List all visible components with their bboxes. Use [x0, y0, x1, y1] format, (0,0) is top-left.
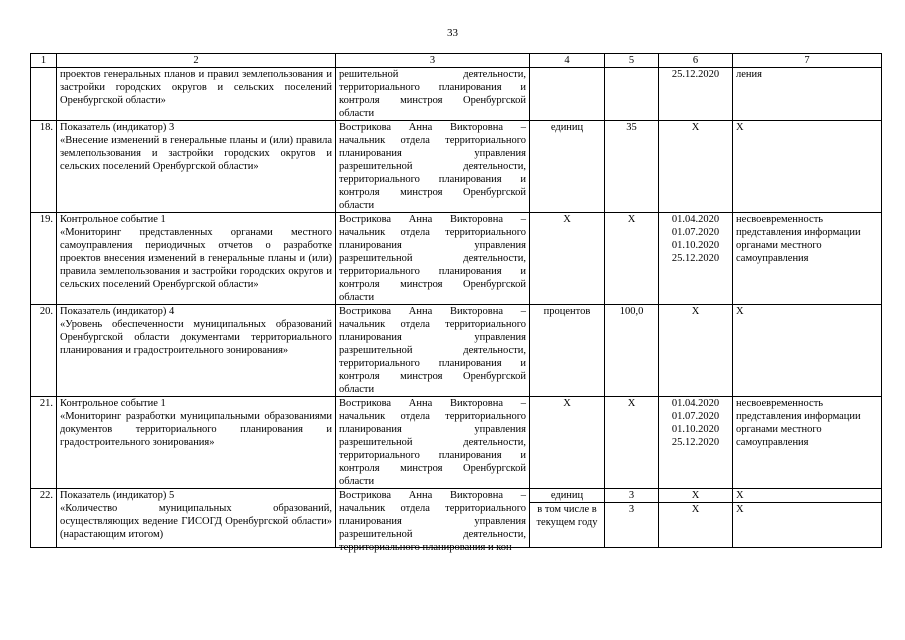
row-unit: Х	[530, 397, 605, 489]
row-text: «Уровень обеспеченности муниципальных образований Оренбургской области документами территориального планирования и градостроительного зонирования»	[60, 319, 332, 356]
header-cell: 5	[605, 54, 659, 68]
row-value: 35	[605, 121, 659, 213]
row-unit: единиц	[530, 121, 605, 213]
table-row	[31, 305, 882, 397]
header-cell: 7	[733, 54, 882, 68]
row-title: Показатель (индикатор) 3	[60, 122, 175, 133]
row-number: 18.	[31, 121, 57, 213]
row-date: Х	[691, 122, 700, 133]
row-description	[57, 305, 336, 397]
page-number: 33	[447, 27, 458, 39]
row-date: 25.12.2020	[671, 437, 720, 448]
row-text: «Внесение изменений в генеральные планы и (или) правила землепользования и застройки городских округов и сельских поселений Оренбургской области»	[60, 135, 332, 172]
row-risk: Х	[733, 503, 882, 548]
row-date: 01.10.2020	[671, 424, 720, 435]
row-value: 100,0	[605, 305, 659, 397]
row-date: 01.04.2020	[671, 214, 720, 225]
plan-table	[30, 53, 882, 553]
row-title: Показатель (индикатор) 4	[60, 306, 175, 317]
row-responsible: Вострикова Анна Викторовна – начальник отдела территориального планирования управления разрешительной деятельности, территориального планирования и контроля минстроя Оренбургской области	[336, 305, 530, 397]
row-unit: единиц	[530, 489, 605, 503]
row-number: 19.	[31, 213, 57, 305]
row-date: Х	[659, 503, 733, 548]
cont-risk: ления	[733, 68, 882, 121]
row-unit: в том числе в текущем году	[530, 503, 605, 548]
header-cell: 1	[31, 54, 57, 68]
table-row	[31, 121, 882, 213]
row-date: Х	[691, 306, 700, 317]
row-unit: процентов	[530, 305, 605, 397]
row-number: 21.	[31, 397, 57, 489]
row-risk: Х	[733, 121, 882, 213]
row-responsible: Вострикова Анна Викторовна – начальник отдела территориального планирования управления разрешительной деятельности, территориального планирования и контроля минстроя Оренбургской области	[336, 121, 530, 213]
row-date: 01.07.2020	[671, 227, 720, 238]
header-cell: 4	[530, 54, 605, 68]
row-responsible: Вострикова Анна Викторовна – начальник отдела территориального планирования управления разрешительной деятельности, территориального планирования и контроля минстроя Оренбургской области	[336, 397, 530, 489]
header-cell: 2	[57, 54, 336, 68]
row-value: 3	[605, 503, 659, 548]
cont-date: 25.12.2020	[659, 68, 733, 121]
row-description	[57, 121, 336, 213]
row-responsible: Вострикова Анна Викторовна – начальник отдела территориального планирования управления разрешительной деятельности, территориального планирования и кон-	[336, 489, 530, 548]
row-unit: Х	[530, 213, 605, 305]
row-number: 22.	[31, 489, 57, 548]
row-date: 01.04.2020	[671, 398, 720, 409]
row-value: Х	[605, 213, 659, 305]
row-risk: несвоевременность представления информации органами местного самоуправления	[733, 397, 882, 489]
row-text: «Мониторинг представленных органами местного самоуправления периодичных отчетов о разработке проектов внесения изменений в генеральные планы и (или) правила землепользования и застройки городских округов и сельских поселений Оренбургской области»	[60, 227, 332, 290]
row-text: «Мониторинг разработки муниципальными образованиями документов территориального планирования и градостроительного зонирования»	[60, 411, 332, 448]
row-risk: Х	[733, 489, 882, 503]
row-dates	[659, 213, 733, 305]
row-dates	[659, 305, 733, 397]
row-date: 01.10.2020	[671, 240, 720, 251]
row-description	[57, 213, 336, 305]
header-cell: 3	[336, 54, 530, 68]
row-title: Показатель (индикатор) 5	[60, 490, 175, 501]
table-row-continuation	[31, 68, 882, 121]
table-row	[31, 397, 882, 489]
row-date: 01.07.2020	[671, 411, 720, 422]
row-responsible: Вострикова Анна Викторовна – начальник отдела территориального планирования управления разрешительной деятельности, территориального планирования и контроля минстроя Оренбургской области	[336, 213, 530, 305]
row-value: Х	[605, 397, 659, 489]
table-row-22	[31, 489, 882, 503]
row-dates	[659, 121, 733, 213]
cont-responsible: решительной деятельности, территориального планирования и контроля минстроя Оренбургской области	[336, 68, 530, 121]
row-text: «Количество муниципальных образований, осуществляющих ведение ГИСОГД Оренбургской области» (нарастающим итогом)	[60, 503, 332, 540]
row-value: 3	[605, 489, 659, 503]
header-cell: 6	[659, 54, 733, 68]
table-row	[31, 213, 882, 305]
row-dates	[659, 397, 733, 489]
row-number: 20.	[31, 305, 57, 397]
row-risk: Х	[733, 305, 882, 397]
row-risk: несвоевременность представления информации органами местного самоуправления	[733, 213, 882, 305]
row-description	[57, 489, 336, 548]
table-header-row	[31, 54, 882, 68]
row-date: 25.12.2020	[671, 253, 720, 264]
row-date: Х	[659, 489, 733, 503]
cont-description: проектов генеральных планов и правил землепользования и застройки городских округов и сельских поселений Оренбургской области»	[57, 68, 336, 121]
row-title: Контрольное событие 1	[60, 398, 166, 409]
row-description	[57, 397, 336, 489]
row-title: Контрольное событие 1	[60, 214, 166, 225]
